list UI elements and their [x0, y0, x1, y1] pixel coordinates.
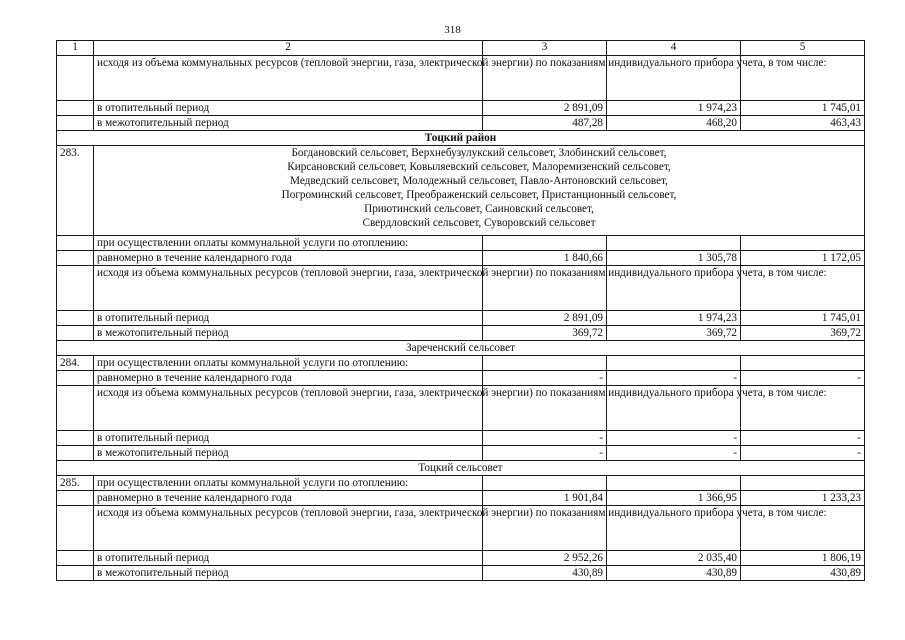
row-number: 284. — [57, 356, 94, 371]
row-description: при осуществлении оплаты коммунальной услуги по отоплению: — [94, 356, 483, 371]
section-title: Тоцкий сельсовет — [57, 461, 865, 476]
table-row — [57, 236, 865, 251]
section-title: Зареченский сельсовет — [57, 341, 865, 356]
table-row — [57, 326, 865, 341]
row-description: при осуществлении оплаты коммунальной услуги по отоплению: — [94, 236, 483, 251]
value-col-4: 2 035,40 — [607, 551, 741, 566]
table-row — [57, 386, 865, 431]
table-row — [57, 251, 865, 266]
row-description: исходя из объема коммунальных ресурсов (тепловой энергии, газа, электрической энергии) по показаниям индивидуального прибора учета, в том числе: — [94, 506, 483, 551]
value-col-3: 2 891,09 — [483, 101, 607, 116]
settlements-list — [94, 146, 865, 236]
row-description: равномерно в течение календарного года — [94, 371, 483, 386]
settlements-line: Погроминский сельсовет, Преображенский сельсовет, Пристанционный сельсовет, — [281, 189, 677, 201]
row-number — [57, 431, 94, 446]
settlements-line: Свердловский сельсовет, Суворовский сельсовет — [362, 217, 596, 229]
row-description: исходя из объема коммунальных ресурсов (тепловой энергии, газа, электрической энергии) по показаниям индивидуального прибора учета, в том числе: — [94, 56, 483, 101]
value-col-4 — [607, 476, 741, 491]
value-col-4: 430,89 — [607, 566, 741, 581]
value-col-5: 1 233,23 — [741, 491, 865, 506]
column-header-2: 2 — [94, 41, 483, 56]
row-number — [57, 491, 94, 506]
table-row — [57, 446, 865, 461]
value-col-3: 2 952,26 — [483, 551, 607, 566]
value-col-3: 1 840,66 — [483, 251, 607, 266]
row-description: в межотопительный период — [94, 116, 483, 131]
value-col-4: - — [607, 371, 741, 386]
row-number — [57, 101, 94, 116]
section-header-row — [57, 341, 865, 356]
value-col-3: - — [483, 431, 607, 446]
row-description: в межотопительный период — [94, 566, 483, 581]
value-col-3: 430,89 — [483, 566, 607, 581]
row-number: 285. — [57, 476, 94, 491]
row-description: в межотопительный период — [94, 326, 483, 341]
value-col-3: - — [483, 446, 607, 461]
section-title: Тоцкий район — [57, 131, 865, 146]
value-col-5: - — [741, 446, 865, 461]
row-description: в отопительный период — [94, 431, 483, 446]
value-col-5: 1 745,01 — [741, 311, 865, 326]
value-col-5 — [741, 476, 865, 491]
value-col-4 — [607, 236, 741, 251]
row-description: в отопительный период — [94, 551, 483, 566]
section-header-row — [57, 131, 865, 146]
value-col-4: - — [607, 446, 741, 461]
table-row — [57, 551, 865, 566]
value-col-3: 487,28 — [483, 116, 607, 131]
table-row — [57, 356, 865, 371]
page-number: 318 — [444, 24, 461, 36]
value-col-3: 2 891,09 — [483, 311, 607, 326]
value-col-4 — [607, 356, 741, 371]
settlements-row — [57, 146, 865, 236]
table-row — [57, 491, 865, 506]
table-row — [57, 266, 865, 311]
value-col-4: 1 305,78 — [607, 251, 741, 266]
value-col-3: - — [483, 371, 607, 386]
table-header-row — [57, 41, 865, 56]
tariff-table — [56, 40, 865, 581]
row-number — [57, 566, 94, 581]
value-col-3: 369,72 — [483, 326, 607, 341]
row-description: в межотопительный период — [94, 446, 483, 461]
row-description: при осуществлении оплаты коммунальной услуги по отоплению: — [94, 476, 483, 491]
value-col-5: 463,43 — [741, 116, 865, 131]
value-col-3: 1 901,84 — [483, 491, 607, 506]
settlements-line: Богдановский сельсовет, Верхнебузулукский сельсовет, Злобинский сельсовет, — [291, 147, 667, 159]
value-col-3 — [483, 236, 607, 251]
value-col-4: 369,72 — [607, 326, 741, 341]
column-header-4: 4 — [607, 41, 741, 56]
value-col-5: 1 806,19 — [741, 551, 865, 566]
table-row — [57, 56, 865, 101]
table-row — [57, 101, 865, 116]
table-row — [57, 506, 865, 551]
row-description: в отопительный период — [94, 311, 483, 326]
value-col-5: 1 172,05 — [741, 251, 865, 266]
settlements-line: Кирсановский сельсовет, Ковыляевский сельсовет, Малоремизенский сельсовет, — [287, 161, 671, 173]
row-description: равномерно в течение календарного года — [94, 491, 483, 506]
table-row — [57, 311, 865, 326]
value-col-5: 369,72 — [741, 326, 865, 341]
column-header-1: 1 — [57, 41, 94, 56]
value-col-4: - — [607, 431, 741, 446]
row-number — [57, 506, 94, 551]
settlements-line: Приютинский сельсовет, Саиновский сельсовет, — [364, 203, 594, 215]
column-header-3: 3 — [483, 41, 607, 56]
row-number — [57, 446, 94, 461]
value-col-5 — [741, 356, 865, 371]
value-col-5: 430,89 — [741, 566, 865, 581]
row-description: исходя из объема коммунальных ресурсов (тепловой энергии, газа, электрической энергии) по показаниям индивидуального прибора учета, в том числе: — [94, 266, 483, 311]
value-col-3 — [483, 476, 607, 491]
row-number — [57, 311, 94, 326]
row-number — [57, 386, 94, 431]
row-description: равномерно в течение календарного года — [94, 251, 483, 266]
row-description: исходя из объема коммунальных ресурсов (тепловой энергии, газа, электрической энергии) по показаниям индивидуального прибора учета, в том числе: — [94, 386, 483, 431]
value-col-4: 1 974,23 — [607, 311, 741, 326]
row-number — [57, 371, 94, 386]
table-row — [57, 476, 865, 491]
section-header-row — [57, 461, 865, 476]
row-number — [57, 236, 94, 251]
value-col-5: - — [741, 371, 865, 386]
table-row — [57, 431, 865, 446]
table-row — [57, 566, 865, 581]
value-col-4: 468,20 — [607, 116, 741, 131]
row-number — [57, 116, 94, 131]
row-number — [57, 551, 94, 566]
table-row — [57, 371, 865, 386]
table-row — [57, 116, 865, 131]
row-number — [57, 326, 94, 341]
row-number — [57, 56, 94, 101]
row-number — [57, 266, 94, 311]
value-col-5: 1 745,01 — [741, 101, 865, 116]
row-number — [57, 251, 94, 266]
row-description: в отопительный период — [94, 101, 483, 116]
value-col-5 — [741, 236, 865, 251]
row-number: 283. — [57, 146, 94, 236]
column-header-5: 5 — [741, 41, 865, 56]
value-col-4: 1 366,95 — [607, 491, 741, 506]
value-col-3 — [483, 356, 607, 371]
value-col-5: - — [741, 431, 865, 446]
value-col-4: 1 974,23 — [607, 101, 741, 116]
settlements-line: Медведский сельсовет, Молодежный сельсовет, Павло-Антоновский сельсовет, — [290, 175, 668, 187]
